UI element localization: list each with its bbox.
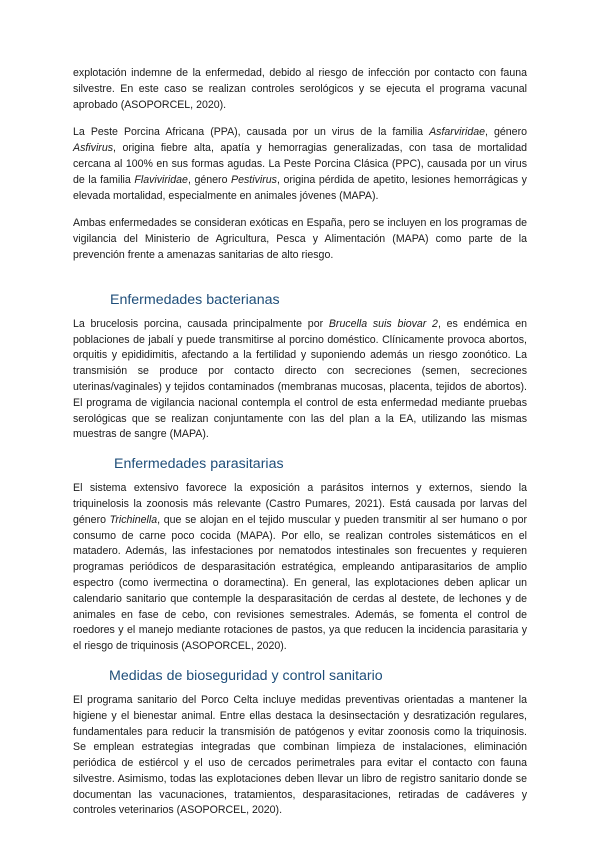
text-run: , origina pérdida de apetito, lesiones hemorrágicas y elevada mortalidad, especialmente en animales jóvenes (MAPA). — [73, 173, 527, 202]
section-heading-bacterial: Enfermedades bacterianas — [110, 291, 280, 308]
italic-term: Pestivirus — [231, 173, 277, 186]
text-run: , origina fiebre alta, apatía y hemorragias generalizadas, con tasa de mortalidad cercana al 100% en sus formas agudas. La Peste Porcina Clásica (PPC), causada por un virus de la familia — [73, 142, 527, 186]
italic-term: Brucella suis biovar 2 — [328, 317, 438, 330]
bacterial-paragraph — [73, 317, 527, 443]
intro-paragraph-2 — [73, 125, 527, 204]
text-run: , que se alojan en el tejido muscular y pueden transmitir al ser humano o por consumo de carne poco cocida (MAPA). Por ello, se realizan controles sistemáticos en el matadero. Además, las infestaciones por nematodos intestinales son frecuentes y requieren programas periódicos de desparasitación estratégica, empleando antiparasitarios de amplio espectro (como ivermectina o doramectina). En general, las explotaciones deben aplicar un calendario sanitario que contemple la desparasitación de cerdas al destete, de lechones y de animales en fase de cebo, con revisiones semestrales. Además, se fomenta el control de roedores y el manejo mediante rotaciones de pastos, ya que reducen la incidencia parasitaria y el riesgo de triquinosis (ASOPORCEL, 2020). — [73, 513, 527, 653]
text-run: La brucelosis porcina, causada principalmente por — [73, 317, 329, 330]
text-run: , género — [187, 173, 232, 186]
italic-term: Asfarviridae — [429, 126, 486, 139]
section-heading-biosecurity: Medidas de bioseguridad y control sanitario — [109, 667, 383, 684]
text-run: , es endémica en poblaciones de jabalí y puede transmitirse al porcino doméstico. Clínicamente provoca abortos, orquitis y epididimitis, afectando a la fertilidad y suponiendo además un riesgo zoonótico. La transmisión se produce por contacto directo con secreciones (semen, secreciones uterinas/vaginales) y tejidos contaminados (membranas mucosas, placenta, tejidos de abortos). El programa de vigilancia nacional contempla el control de esta enfermedad mediante pruebas serológicas que se realizan conjuntamente con las del plan a la EA, utilizando las mismas muestras de sangre (MAPA). — [73, 317, 527, 441]
text-run: , género — [485, 126, 527, 139]
intro-paragraph-3: Ambas enfermedades se consideran exóticas en España, pero se incluyen en los programas de vigilancia del Ministerio de Agricultura, Pesca y Alimentación (MAPA) como parte de la prevención frente a amenazas sanitarias de alto riesgo. — [73, 217, 527, 261]
section-heading-parasitic: Enfermedades parasitarias — [114, 456, 284, 473]
intro-paragraph-1: explotación indemne de la enfermedad, debido al riesgo de infección por contacto con fauna silvestre. En este caso se realizan controles serológicos y se ejecuta el programa vacunal aprobado (ASOPORCEL, 2020). — [73, 67, 527, 111]
biosecurity-paragraph: El programa sanitario del Porco Celta incluye medidas preventivas orientadas a mantener la higiene y el bienestar animal. Entre ellas destaca la desinsectación y desratización regulares, fundamentales para reducir la transmisión de patógenos y evitar zoonosis como la triquinosis. Se emplean estrategias integradas que combinan limpieza de instalaciones, eliminación periódica de estiércol y el uso de cercados perimetrales para evitar el contacto con fauna silvestre. Asimismo, todas las explotaciones deben llevar un libro de registro sanitario donde se documentan las vacunaciones, tratamientos, desparasitaciones, retiradas de cadáveres y controles veterinarios (ASOPORCEL, 2020). — [73, 693, 527, 817]
italic-term: Trichinella — [109, 513, 158, 526]
text-run: La Peste Porcina Africana (PPA), causada por un virus de la familia — [73, 126, 430, 139]
text-run: El sistema extensivo favorece la exposición a parásitos internos y externos, siendo la triquinelosis la zoonosis más relevante (Castro Pumares, 2021). Está causada por larvas del género — [73, 482, 527, 526]
italic-term: Asfivirus — [73, 142, 114, 155]
italic-term: Flaviviridae — [134, 173, 188, 186]
parasitic-paragraph — [73, 481, 527, 655]
